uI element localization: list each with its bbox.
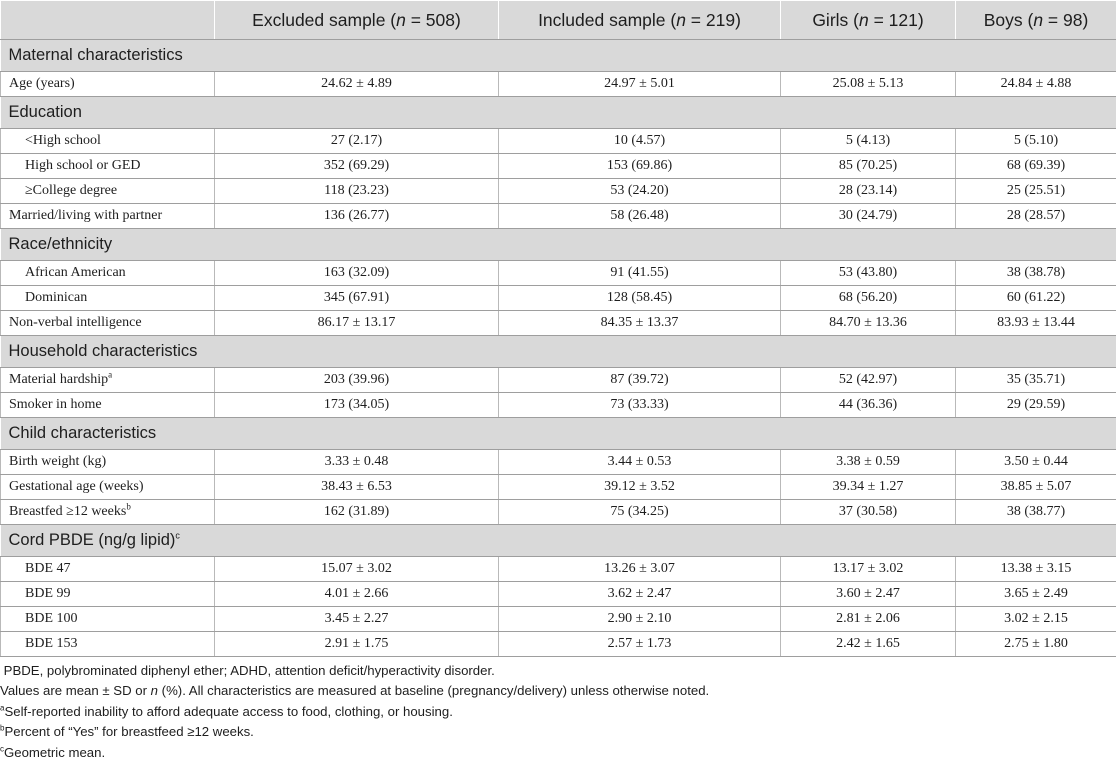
cell-boys: 38 (38.78) <box>956 261 1116 286</box>
table-footnotes <box>0 661 1116 763</box>
cell-girls: 13.17 ± 3.02 <box>781 557 956 582</box>
cell-included: 2.90 ± 2.10 <box>499 607 781 632</box>
header-boys: Boys (n = 98) <box>956 1 1116 40</box>
cell-excluded: 15.07 ± 3.02 <box>215 557 499 582</box>
table-row <box>1 393 1116 418</box>
cell-girls: 25.08 ± 5.13 <box>781 72 956 97</box>
cell-boys: 25 (25.51) <box>956 179 1116 204</box>
header-included: Included sample (n = 219) <box>499 1 781 40</box>
section-education: Education <box>1 97 1116 129</box>
table-row <box>1 368 1116 393</box>
cell-included: 153 (69.86) <box>499 154 781 179</box>
note-a: $^a$Self-reported inability to afford adequate access to food, clothing, or housing. <box>0 702 1116 722</box>
row-label: Smoker in home <box>1 393 215 418</box>
cell-girls: 85 (70.25) <box>781 154 956 179</box>
note-values: Values are mean ± SD or n (%). All characteristics are measured at baseline (pregnancy/delivery) unless otherwise noted. <box>0 681 1116 701</box>
table-row <box>1 475 1116 500</box>
row-label: BDE 100 <box>1 607 215 632</box>
cell-included: 3.44 ± 0.53 <box>499 450 781 475</box>
row-label: BDE 47 <box>1 557 215 582</box>
section-household: Household characteristics <box>1 336 1116 368</box>
cell-boys: 2.75 ± 1.80 <box>956 632 1116 657</box>
cell-included: 84.35 ± 13.37 <box>499 311 781 336</box>
row-label: <High school <box>1 129 215 154</box>
cell-excluded: 24.62 ± 4.89 <box>215 72 499 97</box>
cell-boys: 68 (69.39) <box>956 154 1116 179</box>
table-row <box>1 582 1116 607</box>
table-row <box>1 286 1116 311</box>
cell-girls: 3.60 ± 2.47 <box>781 582 956 607</box>
note-abbreviations: PBDE, polybrominated diphenyl ether; ADHD, attention deficit/hyperactivity disorder. <box>0 661 1116 681</box>
cell-included: 13.26 ± 3.07 <box>499 557 781 582</box>
cell-boys: 3.02 ± 2.15 <box>956 607 1116 632</box>
cell-included: 128 (58.45) <box>499 286 781 311</box>
row-label: Breastfed ≥12 weeks$^b$ <box>1 500 215 525</box>
cell-included: 24.97 ± 5.01 <box>499 72 781 97</box>
cell-girls: 52 (42.97) <box>781 368 956 393</box>
row-label: Material hardship$^a$ <box>1 368 215 393</box>
header-girls: Girls (n = 121) <box>781 1 956 40</box>
row-label: Married/living with partner <box>1 204 215 229</box>
table-row <box>1 607 1116 632</box>
cell-girls: 53 (43.80) <box>781 261 956 286</box>
table-row <box>1 632 1116 657</box>
section-maternal: Maternal characteristics <box>1 40 1116 72</box>
cell-girls: 3.38 ± 0.59 <box>781 450 956 475</box>
cell-boys: 38.85 ± 5.07 <box>956 475 1116 500</box>
row-label: Dominican <box>1 286 215 311</box>
section-row <box>1 525 1116 557</box>
section-row <box>1 418 1116 450</box>
cell-girls: 68 (56.20) <box>781 286 956 311</box>
cell-boys: 60 (61.22) <box>956 286 1116 311</box>
cell-excluded: 3.33 ± 0.48 <box>215 450 499 475</box>
cell-excluded: 173 (34.05) <box>215 393 499 418</box>
section-row <box>1 97 1116 129</box>
cell-boys: 28 (28.57) <box>956 204 1116 229</box>
table-row <box>1 311 1116 336</box>
cell-excluded: 118 (23.23) <box>215 179 499 204</box>
note-b: $^b$Percent of “Yes” for breastfeed ≥12 weeks. <box>0 722 1116 742</box>
cell-excluded: 352 (69.29) <box>215 154 499 179</box>
section-row <box>1 336 1116 368</box>
row-label: Non-verbal intelligence <box>1 311 215 336</box>
cell-girls: 2.42 ± 1.65 <box>781 632 956 657</box>
cell-excluded: 163 (32.09) <box>215 261 499 286</box>
cell-boys: 5 (5.10) <box>956 129 1116 154</box>
table-row <box>1 179 1116 204</box>
cell-included: 3.62 ± 2.47 <box>499 582 781 607</box>
row-label: Gestational age (weeks) <box>1 475 215 500</box>
cell-girls: 39.34 ± 1.27 <box>781 475 956 500</box>
cell-boys: 3.65 ± 2.49 <box>956 582 1116 607</box>
cell-excluded: 2.91 ± 1.75 <box>215 632 499 657</box>
cell-boys: 29 (29.59) <box>956 393 1116 418</box>
section-child: Child characteristics <box>1 418 1116 450</box>
cell-girls: 44 (36.36) <box>781 393 956 418</box>
note-c: $^c$Geometric mean. <box>0 743 1116 763</box>
row-label: High school or GED <box>1 154 215 179</box>
table-row <box>1 261 1116 286</box>
cell-boys: 83.93 ± 13.44 <box>956 311 1116 336</box>
cell-included: 58 (26.48) <box>499 204 781 229</box>
header-excluded: Excluded sample (n = 508) <box>215 1 499 40</box>
table-row <box>1 72 1116 97</box>
cell-included: 73 (33.33) <box>499 393 781 418</box>
cell-girls: 28 (23.14) <box>781 179 956 204</box>
cell-excluded: 4.01 ± 2.66 <box>215 582 499 607</box>
cell-girls: 5 (4.13) <box>781 129 956 154</box>
row-label: BDE 99 <box>1 582 215 607</box>
section-cord: Cord PBDE (ng/g lipid)$^c$ <box>1 525 1116 557</box>
row-label: ≥College degree <box>1 179 215 204</box>
cell-boys: 3.50 ± 0.44 <box>956 450 1116 475</box>
cell-excluded: 203 (39.96) <box>215 368 499 393</box>
cell-boys: 38 (38.77) <box>956 500 1116 525</box>
cell-included: 10 (4.57) <box>499 129 781 154</box>
cell-girls: 37 (30.58) <box>781 500 956 525</box>
header-blank <box>1 1 215 40</box>
cell-girls: 2.81 ± 2.06 <box>781 607 956 632</box>
section-row <box>1 229 1116 261</box>
cell-included: 87 (39.72) <box>499 368 781 393</box>
row-label: African American <box>1 261 215 286</box>
table-row <box>1 500 1116 525</box>
cell-excluded: 86.17 ± 13.17 <box>215 311 499 336</box>
cell-boys: 24.84 ± 4.88 <box>956 72 1116 97</box>
cell-girls: 30 (24.79) <box>781 204 956 229</box>
footnote-marker: a <box>108 369 112 379</box>
header-row <box>1 1 1116 40</box>
cell-excluded: 38.43 ± 6.53 <box>215 475 499 500</box>
section-race: Race/ethnicity <box>1 229 1116 261</box>
cell-excluded: 3.45 ± 2.27 <box>215 607 499 632</box>
cell-included: 75 (34.25) <box>499 500 781 525</box>
cell-excluded: 136 (26.77) <box>215 204 499 229</box>
table-row <box>1 557 1116 582</box>
cell-included: 91 (41.55) <box>499 261 781 286</box>
cell-boys: 35 (35.71) <box>956 368 1116 393</box>
row-label: BDE 153 <box>1 632 215 657</box>
table-row <box>1 204 1116 229</box>
cell-excluded: 345 (67.91) <box>215 286 499 311</box>
footnote-marker: c <box>175 531 180 541</box>
table-row <box>1 129 1116 154</box>
cell-girls: 84.70 ± 13.36 <box>781 311 956 336</box>
cell-boys: 13.38 ± 3.15 <box>956 557 1116 582</box>
cell-excluded: 162 (31.89) <box>215 500 499 525</box>
cell-included: 2.57 ± 1.73 <box>499 632 781 657</box>
cell-excluded: 27 (2.17) <box>215 129 499 154</box>
row-label: Age (years) <box>1 72 215 97</box>
row-label: Birth weight (kg) <box>1 450 215 475</box>
cell-included: 53 (24.20) <box>499 179 781 204</box>
section-row <box>1 40 1116 72</box>
cell-included: 39.12 ± 3.52 <box>499 475 781 500</box>
table-row <box>1 154 1116 179</box>
footnote-marker: b <box>126 501 131 511</box>
table-row <box>1 450 1116 475</box>
